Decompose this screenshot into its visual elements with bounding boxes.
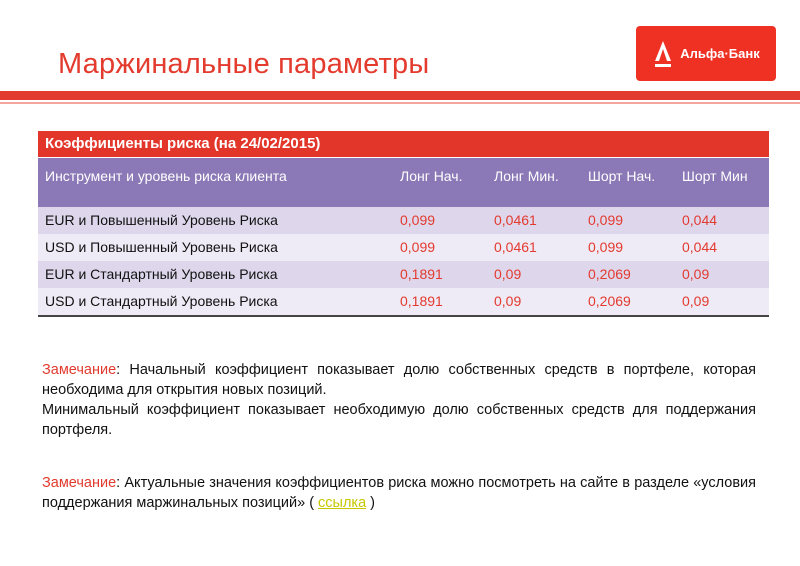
header-short-initial: Шорт Нач. bbox=[581, 158, 675, 207]
note-text-min: Минимальный коэффициент показывает необходимую долю собственных средств для поддержания портфеля. bbox=[42, 402, 756, 438]
note-text: : Начальный коэффициент показывает долю собственных средств в портфеле, которая необходима для открытия новых позиций. bbox=[42, 362, 756, 398]
value-cell: 0,044 bbox=[675, 234, 769, 261]
table-row bbox=[38, 261, 769, 288]
table-caption: Коэффициенты риска (на 24/02/2015) bbox=[38, 131, 769, 157]
conditions-link[interactable]: ссылка bbox=[318, 495, 367, 511]
value-cell: 0,0461 bbox=[487, 207, 581, 234]
risk-coefficients-table bbox=[38, 158, 769, 317]
value-cell: 0,1891 bbox=[393, 288, 487, 316]
instrument-cell: EUR и Стандартный Уровень Риска bbox=[38, 261, 393, 288]
value-cell: 0,2069 bbox=[581, 288, 675, 316]
header-divider bbox=[0, 91, 800, 100]
alfa-logo-icon bbox=[652, 39, 674, 69]
value-cell: 0,0461 bbox=[487, 234, 581, 261]
value-cell: 0,09 bbox=[487, 288, 581, 316]
value-cell: 0,099 bbox=[581, 207, 675, 234]
note-label: Замечание bbox=[42, 362, 117, 378]
header-instrument: Инструмент и уровень риска клиента bbox=[38, 158, 393, 207]
page-title: Маржинальные параметры bbox=[58, 48, 430, 80]
header-divider-thin bbox=[0, 102, 800, 104]
note-suffix: ) bbox=[366, 495, 376, 511]
note-text: : Актуальные значения коэффициентов риска можно посмотреть на сайте в разделе «условия поддержания маржинальных позиций» ( bbox=[42, 475, 756, 511]
value-cell: 0,09 bbox=[675, 288, 769, 316]
table-row bbox=[38, 207, 769, 234]
value-cell: 0,2069 bbox=[581, 261, 675, 288]
table-row bbox=[38, 234, 769, 261]
note-coefficients bbox=[42, 360, 756, 440]
instrument-cell: USD и Стандартный Уровень Риска bbox=[38, 288, 393, 316]
note-actual-values bbox=[42, 473, 756, 513]
value-cell: 0,099 bbox=[581, 234, 675, 261]
header-long-initial: Лонг Нач. bbox=[393, 158, 487, 207]
header-long-min: Лонг Мин. bbox=[487, 158, 581, 207]
value-cell: 0,09 bbox=[487, 261, 581, 288]
value-cell: 0,099 bbox=[393, 207, 487, 234]
table-row bbox=[38, 288, 769, 316]
header-short-min: Шорт Мин bbox=[675, 158, 769, 207]
value-cell: 0,099 bbox=[393, 234, 487, 261]
value-cell: 0,1891 bbox=[393, 261, 487, 288]
table-header-row bbox=[38, 158, 769, 207]
note-label: Замечание bbox=[42, 475, 117, 491]
instrument-cell: EUR и Повышенный Уровень Риска bbox=[38, 207, 393, 234]
instrument-cell: USD и Повышенный Уровень Риска bbox=[38, 234, 393, 261]
alfa-bank-logo[interactable] bbox=[636, 26, 776, 81]
value-cell: 0,09 bbox=[675, 261, 769, 288]
value-cell: 0,044 bbox=[675, 207, 769, 234]
logo-text: Альфа·Банк bbox=[680, 46, 760, 61]
